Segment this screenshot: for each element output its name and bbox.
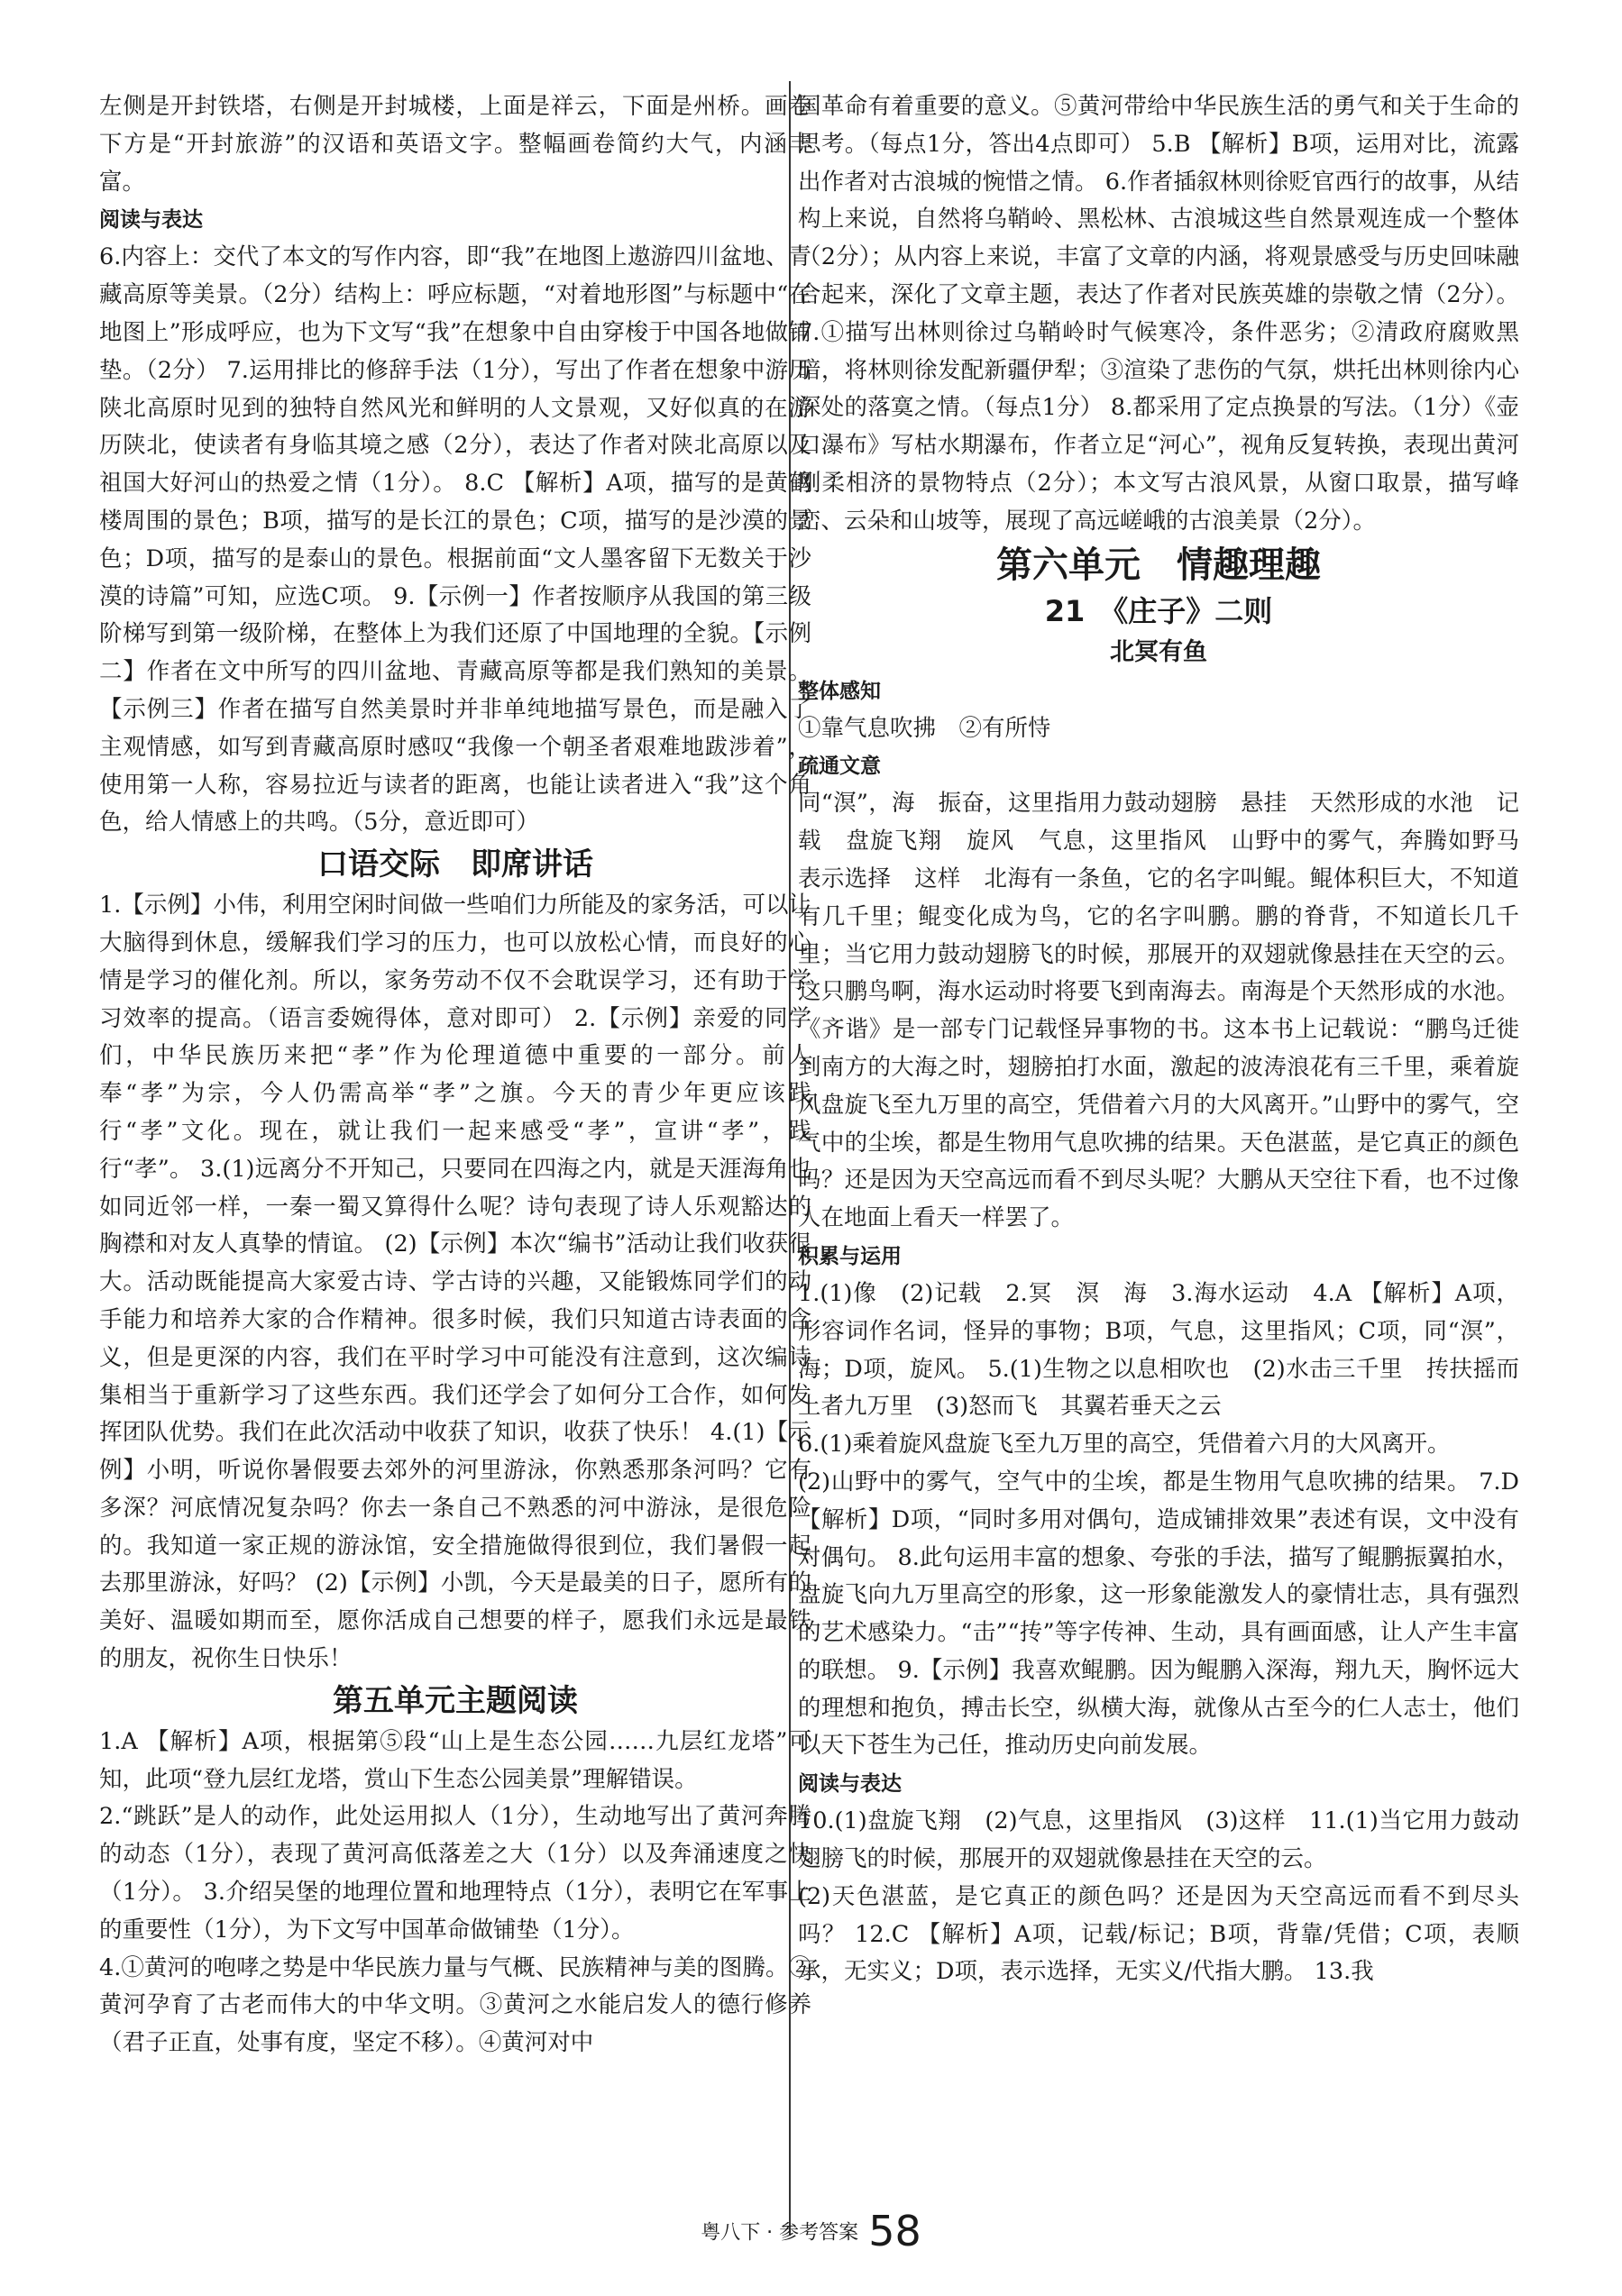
section-heading: 疏通文意	[798, 755, 881, 779]
section-heading: 积累与运用	[798, 1244, 902, 1268]
answer-paragraph: 6.(1)乘着旋风盘旋飞至九万里的高空，凭借着六月的大风离开。	[798, 1431, 1451, 1459]
section-title: 口语交际 即席讲话	[317, 846, 593, 883]
section-heading: 整体感知	[798, 679, 881, 703]
page-footer	[0, 2207, 1622, 2255]
answer-paragraph: (2)天色湛蓝，是它真正的颜色吗？还是因为天空高远而看不到尽头吗？ 12.C 【解析】A项，记载/标记；B项，背靠/凭借；C项，表顺承，无实义；D项，表示选择，无实义/代指大鹏。 13.我	[798, 1882, 1519, 1986]
answer-paragraph: 6.内容上：交代了本文的写作内容，即“我”在地图上遨游四川盆地、青藏高原等美景。（2分）结构上：呼应标题，“对着地形图”与标题中“在地图上”形成呼应，也为下文写“我”在想象中自由穿梭于中国各地做铺垫。（2分） 7.运用排比的修辞手法（1分），写出了作者在想象中游历陕北高原时见到的独特自然风光和鲜明的人文景观，又好似真的在游历陕北，使读者有身临其境之感（2分），表达了作者对陕北高原以及祖国大好河山的热爱之情（1分）。 8.C 【解析】A项，描写的是黄鹤楼周围的景色；B项，描写的是长江的景色；C项，描写的是沙漠的景色；D项，描写的是泰山的景色。根据前面“文人墨客留下无数关于沙漠的诗篇”可知，应选C项。 9.【示例一】作者按顺序从我国的第三级阶梯写到第一级阶梯，在整体上为我们还原了中国地理的全貌。【示例二】作者在文中所写的四川盆地、青藏高原等都是我们熟知的美景。【示例三】作者在描写自然美景时并非单纯地描写景色，而是融入了主观情感，如写到青藏高原时感叹“我像一个朝圣者艰难地跋涉着”，使用第一人称，容易拉近与读者的距离，也能让读者进入“我”这个角色，给人情感上的共鸣。（5分，意近即可）	[99, 243, 811, 837]
answer-paragraph: 国革命有着重要的意义。⑤黄河带给中华民族生活的勇气和关于生命的思考。（每点1分，答出4点即可） 5.B 【解析】B项，运用对比，流露出作者对古浪城的惋惜之情。 6.作者插叙林则徐贬官西行的故事，从结构上来说，自然将乌鞘岭、黑松林、古浪城这些自然景观连成一个整体（2分）；从内容上来说，丰富了文章的内涵，将观景感受与历史回味融合起来，深化了文章主题，表达了作者对民族英雄的崇敬之情（2分）。 7.①描写出林则徐过乌鞘岭时气候寒冷，条件恶劣；②清政府腐败黑暗，将林则徐发配新疆伊犁；③渲染了悲伤的气氛，烘托出林则徐内心深处的落寞之情。（每点1分） 8.都采用了定点换景的写法。（1分）《壶口瀑布》写枯水期瀑布，作者立足“河心”，视角反复转换，表现出黄河刚柔相济的景物特点（2分）；本文写古浪风景，从窗口取景，描写峰峦、云朵和山坡等，展现了高远嵯峨的古浪美景（2分）。	[798, 93, 1519, 535]
answer-paragraph: 4.①黄河的咆哮之势是中华民族力量与气概、民族精神与美的图腾。②黄河孕育了古老而伟大的中华文明。③黄河之水能启发人的德行修养（君子正直，处事有度，坚定不移）。④黄河对中	[99, 1953, 811, 2057]
answer-paragraph: 1.(1)像 (2)记载 2.冥 溟 海 3.海水运动 4.A 【解析】A项，形容词作名词，怪异的事物；B项，气息，这里指风；C项，同“溟”，海；D项，旋风。 5.(1)生物之以息相吹也 (2)水击三千里 抟扶摇而上者九万里 (3)怒而飞 其翼若垂天之云	[798, 1279, 1519, 1421]
page-number: 58	[868, 2207, 921, 2255]
answer-paragraph: 2.“跳跃”是人的动作，此处运用拟人（1分），生动地写出了黄河奔腾的动态（1分），表现了黄河高低落差之大（1分）以及奔涌速度之快（1分）。 3.介绍吴堡的地理位置和地理特点（1分），表明它在军事上的重要性（1分），为下文写中国革命做铺垫（1分）。	[99, 1803, 811, 1944]
lesson-subtitle: 北冥有鱼	[1110, 637, 1207, 666]
answer-paragraph: 1.【示例】小伟，利用空闲时间做一些咱们力所能及的家务活，可以让大脑得到休息，缓解我们学习的压力，也可以放松心情，而良好的心情是学习的催化剂。所以，家务劳动不仅不会耽误学习，还有助于学习效率的提高。（语言委婉得体，意对即可） 2.【示例】亲爱的同学们，中华民族历来把“孝”作为伦理道德中重要的一部分。前人奉“孝”为宗，今人仍需高举“孝”之旗。今天的青少年更应该践行“孝”文化。现在，就让我们一起来感受“孝”，宣讲“孝”，践行“孝”。 3.(1)远离分不开知己，只要同在四海之内，就是天涯海角也如同近邻一样，一秦一蜀又算得什么呢？诗句表现了诗人乐观豁达的胸襟和对友人真挚的情谊。 (2)【示例】本次“编书”活动让我们收获很大。活动既能提高大家爱古诗、学古诗的兴趣，又能锻炼同学们的动手能力和培养大家的合作精神。很多时候，我们只知道古诗表面的含义，但是更深的内容，我们在平时学习中可能没有注意到，这次编诗集相当于重新学习了这些东西。我们还学会了如何分工合作，如何发挥团队优势。我们在此次活动中收获了知识，收获了快乐！ 4.(1)【示例】小明，听说你暑假要去郊外的河里游泳，你熟悉那条河吗？它有多深？河底情况复杂吗？你去一条自己不熟悉的河中游泳，是很危险的。我知道一家正规的游泳馆，安全措施做得很到位，我们暑假一起去那里游泳，好吗？ (2)【示例】小凯，今天是最美的日子，愿所有的美好、温暖如期而至，愿你活成自己想要的样子，愿我们永远是最铁的朋友，祝你生日快乐！	[99, 892, 811, 1673]
answer-paragraph: 同“溟”，海 振奋，这里指用力鼓动翅膀 悬挂 天然形成的水池 记载 盘旋飞翔 旋风 气息，这里指风 山野中的雾气，奔腾如野马 表示选择 这样 北海有一条鱼，它的名字叫鲲。鲲体积巨大，不知道有几千里；鲲变化成为鸟，它的名字叫鹏。鹏的脊背，不知道长几千里；当它用力鼓动翅膀飞的时候，那展开的双翅就像悬挂在天空的云。这只鹏鸟啊，海水运动时将要飞到南海去。南海是个天然形成的水池。《齐谐》是一部专门记载怪异事物的书。这本书上记载说：“鹏鸟迁徙到南方的大海之时，翅膀拍打水面，激起的波涛浪花有三千里，乘着旋风盘旋飞至九万里的高空，凭借着六月的大风离开。”山野中的雾气，空气中的尘埃，都是生物用气息吹拂的结果。天色湛蓝，是它真正的颜色吗？还是因为天空高远而看不到尽头呢？大鹏从天空往下看，也不过像人在地面上看天一样罢了。	[798, 790, 1543, 1232]
answer-paragraph: 1.A 【解析】A项，根据第⑤段“山上是生态公园……九层红龙塔”可知，此项“登九层红龙塔，赏山下生态公园美景”理解错误。	[99, 1727, 811, 1793]
right-column	[798, 88, 1543, 1991]
footer-label: 粤八下 · 参考答案	[701, 2221, 859, 2245]
answer-paragraph: ①靠气息吹拂 ②有所恃	[798, 714, 1051, 742]
answer-paragraph: 左侧是开封铁塔，右侧是开封城楼，上面是祥云，下面是州桥。画卷下方是“开封旅游”的汉语和英语文字。整幅画卷简约大气，内涵丰富。	[99, 93, 811, 196]
left-column	[99, 88, 811, 2063]
unit-title: 第六单元 情趣理趣	[996, 544, 1321, 586]
section-heading: 阅读与表达	[99, 208, 203, 233]
section-heading: 阅读与表达	[798, 1772, 902, 1797]
answer-paragraph: (2)山野中的雾气，空气中的尘埃，都是生物用气息吹拂的结果。 7.D 【解析】D项，“同时多用对偶句，造成铺排效果”表述有误，文中没有对偶句。 8.此句运用丰富的想象、夸张的手法，描写了鲲鹏振翼拍水，盘旋飞向九万里高空的形象，这一形象能激发人的豪情壮志，具有强烈的艺术感染力。“击”“抟”等字传神、生动，具有画面感，让人产生丰富的联想。 9.【示例】我喜欢鲲鹏。因为鲲鹏入深海，翔九天，胸怀远大的理想和抱负，搏击长空，纵横大海，就像从古至今的仁人志士，他们以天下苍生为己任，推动历史向前发展。	[798, 1468, 1519, 1760]
answer-paragraph: 10.(1)盘旋飞翔 (2)气息，这里指风 (3)这样 11.(1)当它用力鼓动翅膀飞的时候，那展开的双翅就像悬挂在天空的云。	[798, 1807, 1519, 1873]
section-title: 第五单元主题阅读	[333, 1682, 578, 1719]
lesson-title: 21 《庄子》二则	[1044, 593, 1273, 628]
